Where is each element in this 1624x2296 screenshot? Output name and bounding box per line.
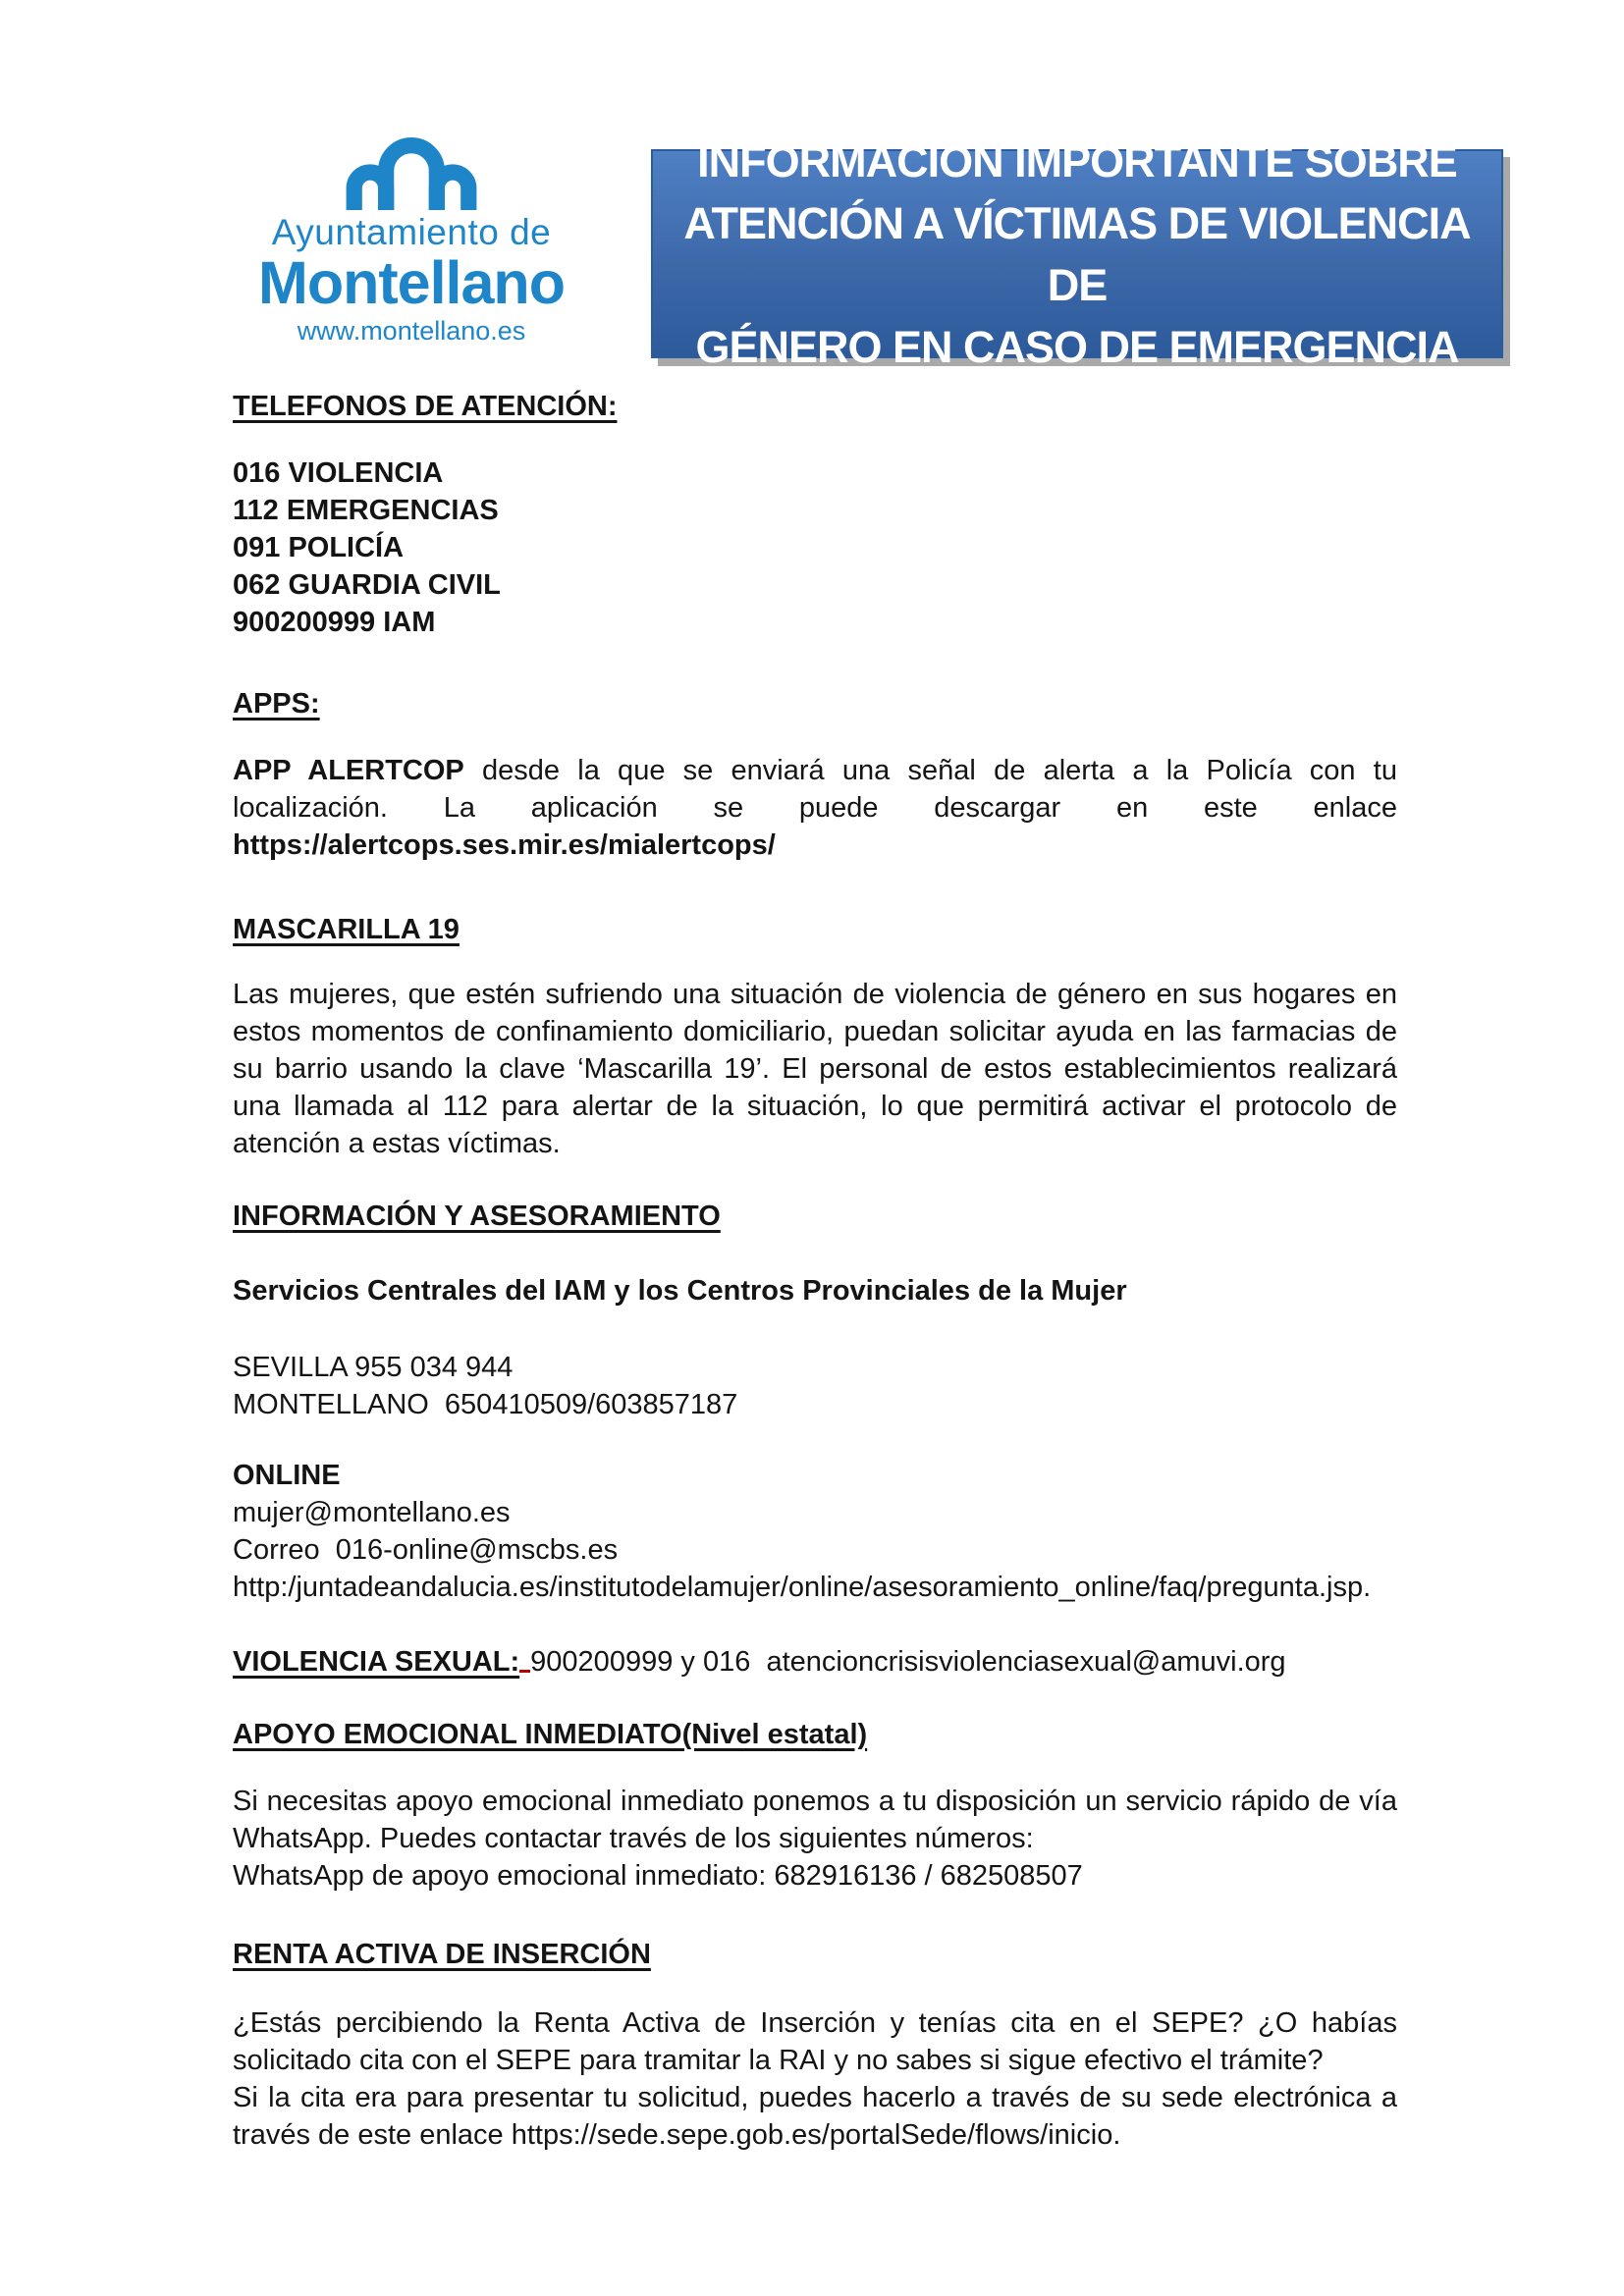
document-body [233, 388, 1397, 2154]
phone-item: 900200999 IAM [233, 607, 436, 638]
heading-informacion: INFORMACIÓN Y ASESORAMIENTO [233, 1201, 721, 1232]
paragraph-renta-2: Si la cita era para presentar tu solicitud, puedes hacerlo a través de su sede electrónica a través de este enlace https://sede.sepe.gob.es/portalSede/flows/inicio. [233, 2082, 1397, 2151]
heading-telefonos: TELEFONOS DE ATENCIÓN: [233, 391, 618, 422]
banner-line: ATENCIÓN A VÍCTIMAS DE VIOLENCIA DE [683, 197, 1471, 310]
title-banner [651, 135, 1503, 372]
line-violencia-sexual: VIOLENCIA SEXUAL: 900200999 y 016 atencioncrisisviolenciasexual@amuvi.org [233, 1646, 1286, 1678]
banner-line: INFORMACIÓN IMPORTANTE SOBRE [697, 135, 1457, 187]
heading-violencia-sexual: VIOLENCIA SEXUAL: [233, 1646, 520, 1678]
heading-apoyo: APOYO EMOCIONAL INMEDIATO(Nivel estatal) [233, 1719, 868, 1750]
online-url-junta: http:/juntadeandalucia.es/institutodelamujer/online/asesoramiento_online/faq/pregunta.jsp. [233, 1572, 1372, 1603]
phone-item: 016 VIOLENCIA [233, 457, 444, 489]
provincial-phone-lines [233, 1349, 1397, 1423]
online-email-mujer: mujer@montellano.es [233, 1497, 511, 1528]
paragraph-apoyo-whatsapp: WhatsApp de apoyo emocional inmediato: 682916136 / 682508507 [233, 1860, 1083, 1892]
phone-list [233, 454, 1397, 641]
heading-apps: APPS: [233, 688, 320, 720]
logo-org-text: Ayuntamiento de [271, 212, 552, 252]
phone-item: 112 EMERGENCIAS [233, 495, 499, 526]
heading-renta: RENTA ACTIVA DE INSERCIÓN [233, 1939, 651, 1970]
paragraph-alertcop: APP ALERTCOP desde la que se enviará una señal de alerta a la Policía con tu localización. La aplicación se puede descargar en este enlace https://alertcops.ses.mir.es/mialertcops/ [233, 755, 1397, 861]
heading-mascarilla: MASCARILLA 19 [233, 914, 460, 945]
phone-line-montellano: MONTELLANO 650410509/603857187 [233, 1389, 738, 1420]
logo-url-text: www.montellano.es [297, 315, 526, 346]
subheading-servicios: Servicios Centrales del IAM y los Centros Provinciales de la Mujer [233, 1275, 1127, 1307]
logo-name-text: Montellano [258, 248, 565, 316]
phone-line-sevilla: SEVILLA 955 034 944 [233, 1352, 514, 1383]
montellano-logo [224, 137, 599, 345]
alertcop-name: APP ALERTCOP [233, 755, 464, 786]
heading-online: ONLINE [233, 1460, 341, 1491]
spellcheck-underline [519, 1670, 530, 1673]
phone-item: 091 POLICÍA [233, 532, 405, 563]
paragraph-apoyo: Si necesitas apoyo emocional inmediato ponemos a tu disposición un servicio rápido de vía WhatsApp. Puedes contactar través de los siguientes números: [233, 1786, 1397, 1854]
banner-line: GÉNERO EN CASO DE EMERGENCIA [695, 321, 1459, 372]
three-arches-icon [346, 137, 477, 210]
paragraph-mascarilla: Las mujeres, que estén sufriendo una situación de violencia de género en sus hogares en estos momentos de confinamiento domiciliario, puedan solicitar ayuda en las farmacias de su barrio usando la clave ‘Mascarilla 19’. El personal de estos establecimientos realizará una llamada al 112 para alertar de la situación, lo que permitirá activar el protocolo de atención a estas víctimas. [233, 979, 1397, 1159]
alertcop-url: https://alertcops.ses.mir.es/mialertcops/ [233, 829, 776, 861]
phone-item: 062 GUARDIA CIVIL [233, 569, 501, 601]
paragraph-renta-1: ¿Estás percibiendo la Renta Activa de Inserción y tenías cita en el SEPE? ¿O habías solicitado cita con el SEPE para tramitar la RAI y no sabes si sigue efectivo el trámite? [233, 2007, 1397, 2076]
online-email-correo: Correo 016-online@mscbs.es [233, 1534, 619, 1566]
